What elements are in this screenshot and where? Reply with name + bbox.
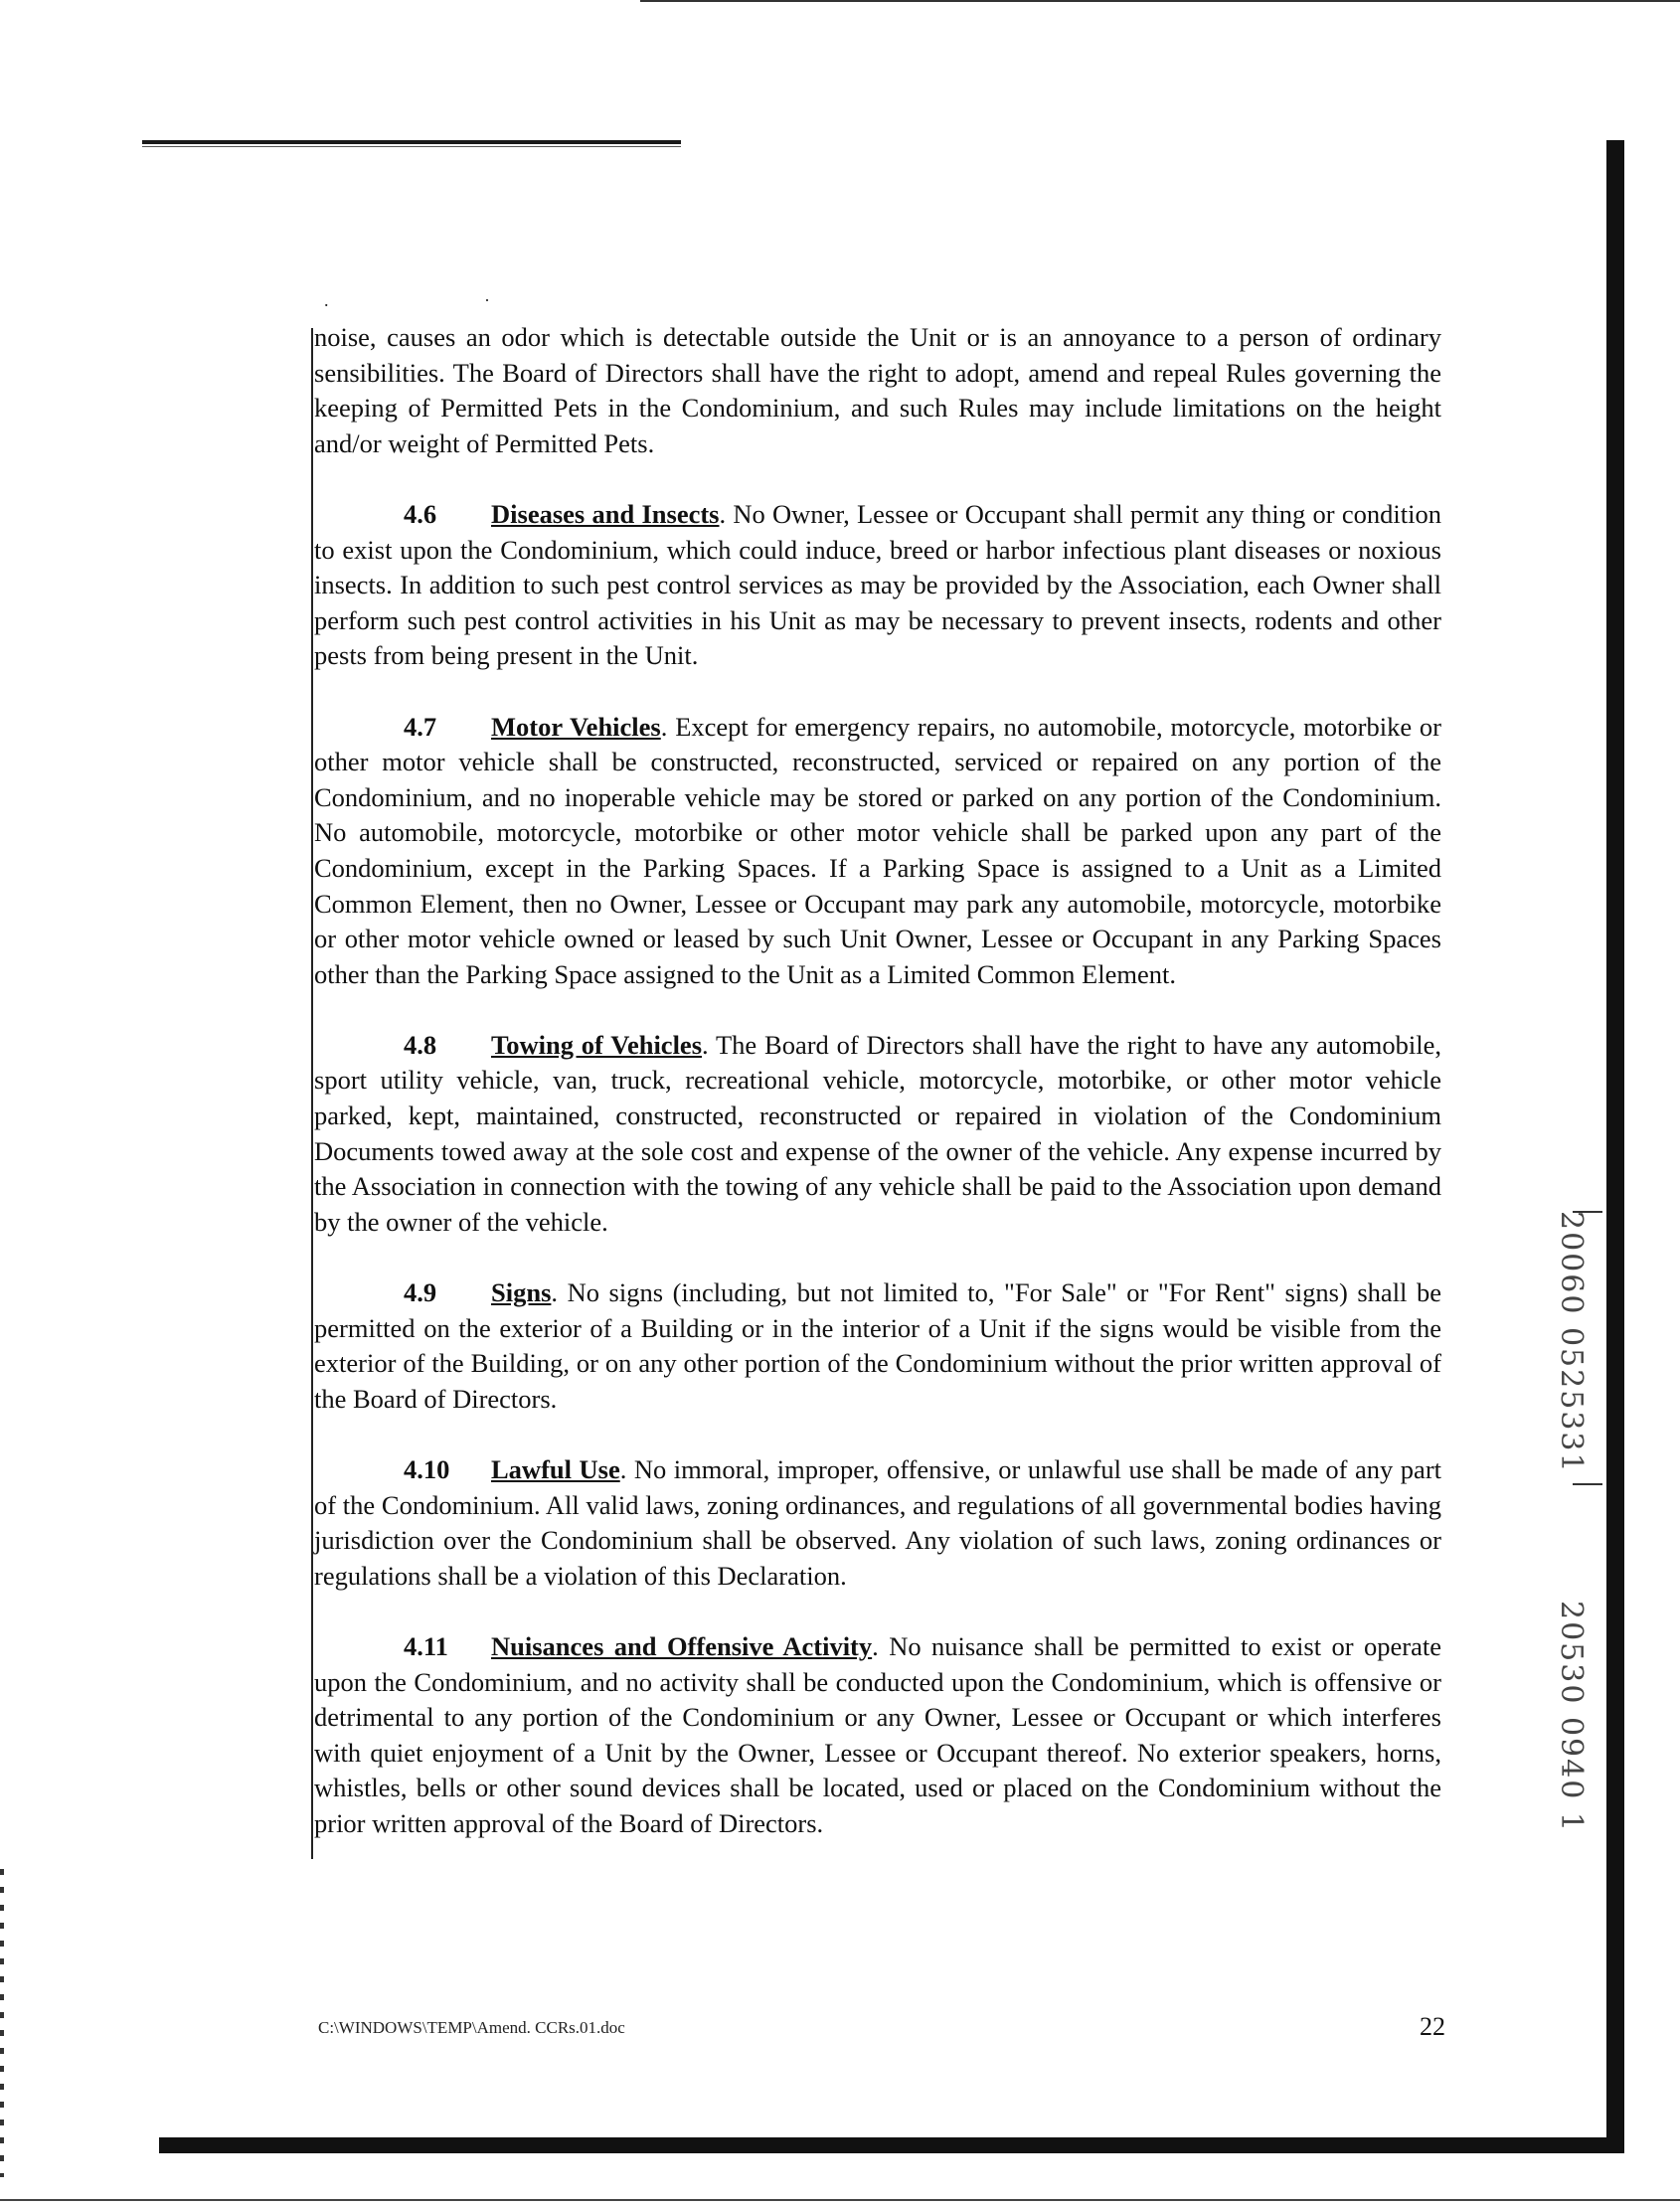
page-number: 22 (1420, 2012, 1445, 2041)
scan-edge-line-bottom (0, 2199, 1680, 2201)
section-title: Signs (491, 1277, 552, 1308)
section-number: 4.11 (404, 1630, 448, 1661)
section-title: Nuisances and Offensive Activity (491, 1630, 873, 1661)
section-number: 4.10 (404, 1454, 450, 1484)
section-4-8 (314, 1028, 1441, 1241)
document-body (314, 320, 1441, 1877)
scan-border-bottom (159, 2137, 1624, 2153)
footer-file-path: C:\WINDOWS\TEMP\Amend. CCRs.01.doc (318, 2018, 625, 2037)
section-4-9 (314, 1275, 1441, 1417)
section-title: Lawful Use (491, 1454, 620, 1484)
section-title: Diseases and Insects (491, 498, 720, 529)
section-body: . No immoral, improper, offensive, or unlawful use shall be made of any part of the Condominium. All valid laws, zoning ordinances, and regulations of all governmental bodies having jurisdiction over the Condominium shall be observed. Any violation of such laws, zoning ordinances or regulations shall be a violation of this Declaration. (314, 1454, 1442, 1591)
section-body: . The Board of Directors shall have the right to have any automobile, sport utility vehicle, van, truck, recreational vehicle, motorcycle, motorbike, or other motor vehicle parked, kept, maintained, constructed, reconstructed or repaired in violation of the Condominium Documents towed away at the sole cost and expense of the owner of the vehicle. Any expense incurred by the Association in connection with the towing of any vehicle shall be paid to the Association upon demand by the owner of the vehicle. (314, 1029, 1442, 1237)
section-body: . Except for emergency repairs, no automobile, motorcycle, motorbike or other motor vehicle shall be constructed, reconstructed, serviced or repaired on any portion of the Condominium, and no inoperable vehicle may be stored or parked on any portion of the Condominium. No automobile, motorcycle, motorbike or other motor vehicle shall be parked upon any part of the Condominium, except in the Parking Spaces. If a Parking Space is assigned to a Unit as a Limited Common Element, then no Owner, Lessee or Occupant may park any automobile, motorcycle, motorbike or other motor vehicle owned or leased by such Unit Owner, Lessee or Occupant in any Parking Spaces other than the Parking Space assigned to the Unit as a Limited Common Element. (314, 711, 1441, 989)
scan-specks: . · (324, 290, 566, 310)
section-number: 4.9 (404, 1277, 437, 1308)
section-4-6 (314, 497, 1441, 674)
section-body: . No signs (including, but not limited to, "For Sale" or "For Rent" signs) shall be permitted on the exterior of a Building or in the interior of a Unit if the signs would be visible from the exterior of the Building, or on any other portion of the Condominium without the prior written approval of the Board of Directors. (314, 1277, 1441, 1414)
header-rule (142, 140, 681, 144)
recording-stamp-upper: 20060 0525331 (1554, 1211, 1589, 1474)
section-4-10 (314, 1452, 1441, 1594)
scan-edge-marks (0, 1869, 4, 2177)
section-4-11 (314, 1629, 1441, 1842)
scan-border-right (1606, 140, 1624, 2153)
scan-edge-line (640, 0, 1680, 2)
stamp-divider (1573, 1483, 1602, 1485)
section-title: Towing of Vehicles (491, 1029, 703, 1060)
recording-stamp-lower: 20530 0940 1 (1554, 1601, 1589, 1833)
section-body: . No nuisance shall be permitted to exist or operate upon the Condominium, and no activity shall be conducted upon the Condominium, which is offensive or detrimental to any portion of the Condominium or any Owner, Lessee or Occupant or which interferes with quiet enjoyment of a Unit by the Owner, Lessee or Occupant thereof. No exterior speakers, horns, whistles, bells or other sound devices shall be located, used or placed on the Condominium without the prior written approval of the Board of Directors. (314, 1630, 1441, 1838)
section-title: Motor Vehicles (491, 711, 661, 742)
section-body: . No Owner, Lessee or Occupant shall permit any thing or condition to exist upon the Condominium, which could induce, breed or harbor infectious plant diseases or noxious insects. In addition to such pest control services as may be provided by the Association, each Owner shall perform such pest control activities in his Unit as may be necessary to prevent insects, rodents and other pests from being present in the Unit. (314, 498, 1441, 671)
section-number: 4.8 (404, 1029, 437, 1060)
margin-line (311, 328, 313, 1859)
intro-paragraph: noise, causes an odor which is detectable outside the Unit or is an annoyance to a person of ordinary sensibilities. The Board of Directors shall have the right to adopt, amend and repeal Rules governing the keeping of Permitted Pets in the Condominium, and such Rules may include limitations on the height and/or weight of Permitted Pets. (314, 322, 1441, 458)
section-number: 4.7 (404, 711, 437, 742)
section-4-7 (314, 710, 1441, 993)
section-number: 4.6 (404, 498, 437, 529)
